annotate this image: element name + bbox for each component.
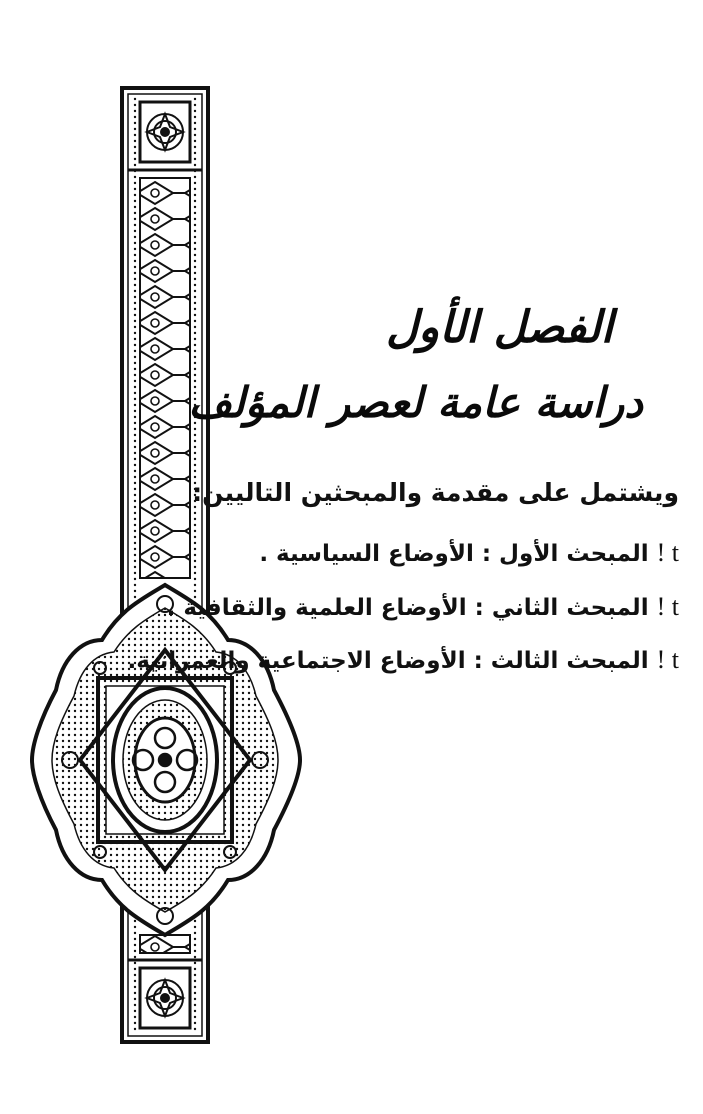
bullet-icon: t ! bbox=[656, 645, 679, 674]
list-item-text: المبحث الثاني : الأوضاع العلمية والثقافية . bbox=[166, 595, 649, 621]
list-item bbox=[166, 592, 679, 622]
list-item bbox=[239, 538, 679, 568]
chapter-title: الفصل الأول bbox=[386, 302, 613, 353]
list-item bbox=[127, 645, 679, 675]
bullet-icon: t ! bbox=[656, 592, 679, 621]
bullet-icon: t ! bbox=[656, 538, 679, 567]
list-item-text: المبحث الأول : الأوضاع السياسية . bbox=[259, 541, 649, 567]
chapter-subtitle: دراسة عامة لعصر المؤلف bbox=[188, 378, 643, 427]
intro-line: ويشتمل على مقدمة والمبحثين التاليين: bbox=[192, 478, 679, 507]
list-item-text: المبحث الثالث : الأوضاع الاجتماعية والعمرانية. bbox=[127, 648, 649, 674]
